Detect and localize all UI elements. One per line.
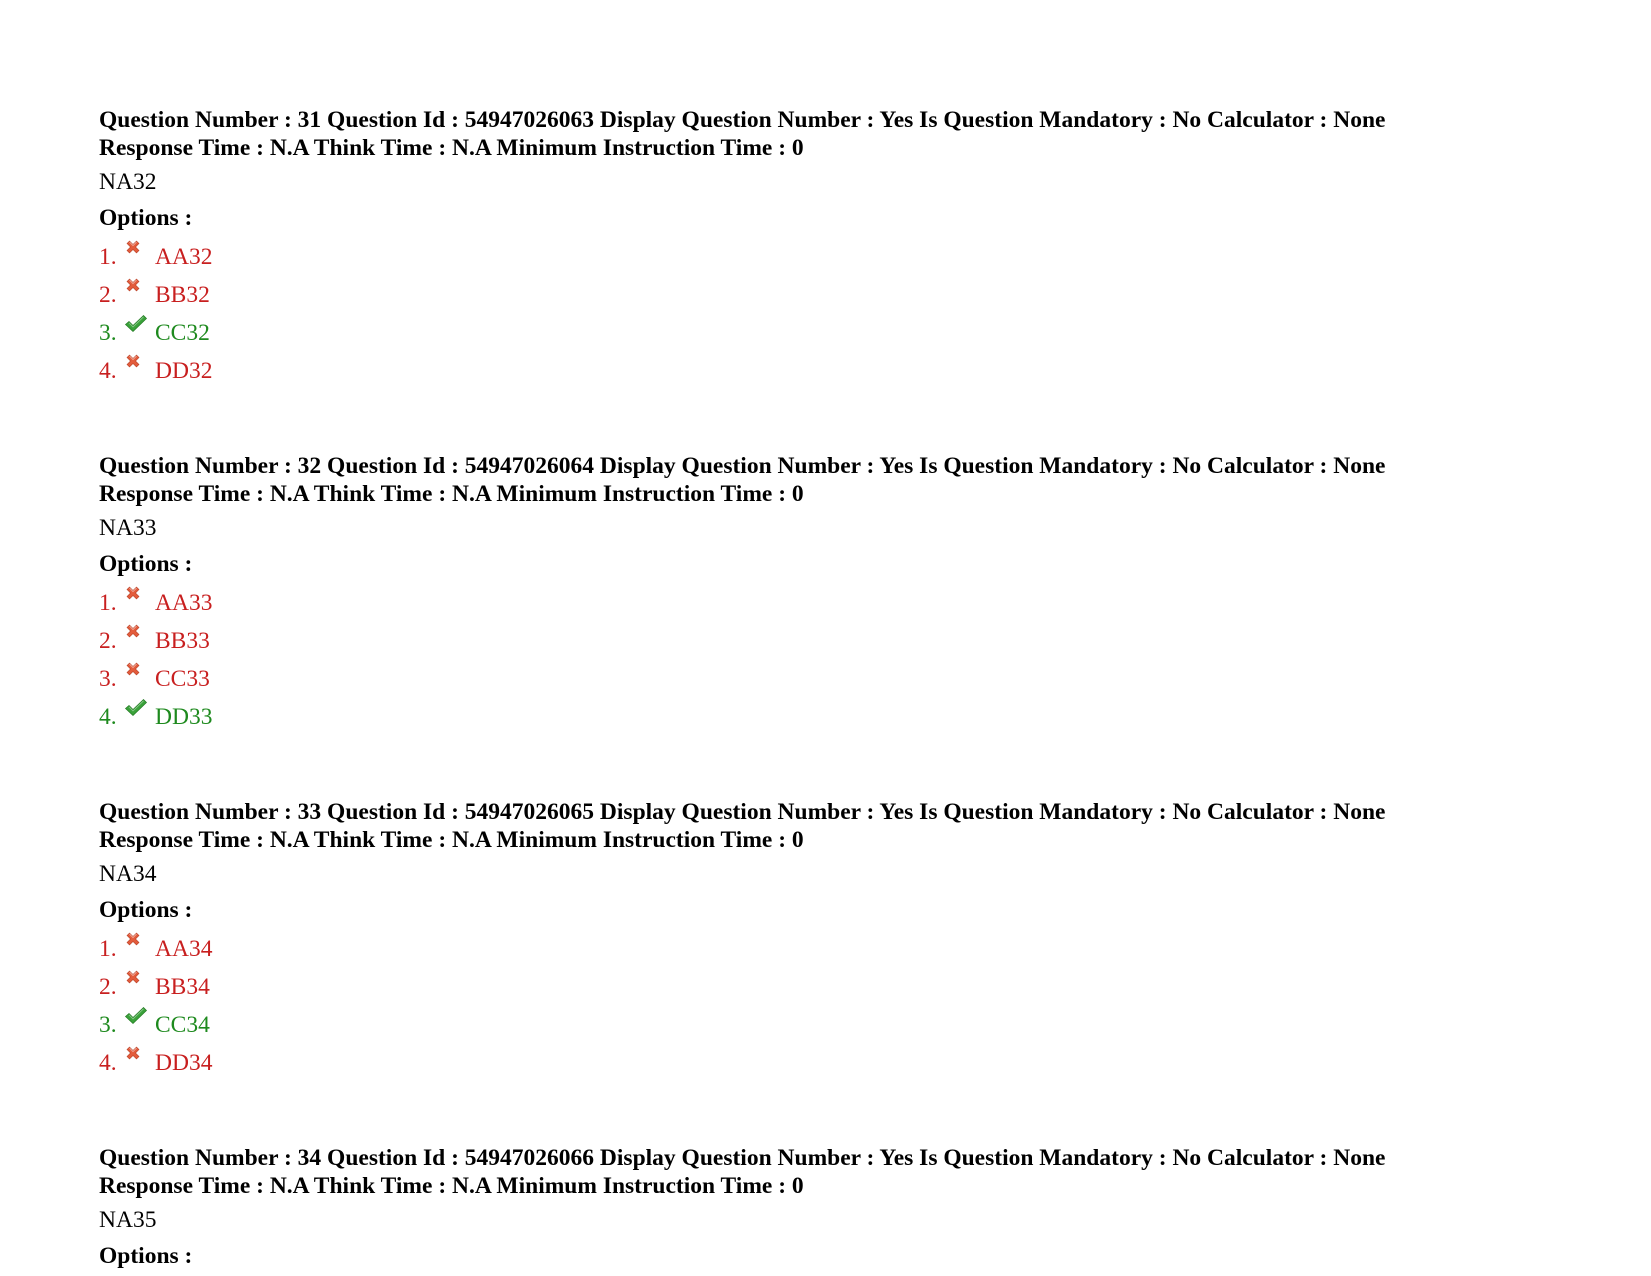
options-label: Options : <box>99 205 193 231</box>
cross-icon <box>124 1044 155 1070</box>
option-item-1 <box>99 930 1599 968</box>
option-item-4 <box>99 698 1599 736</box>
question-separator <box>99 390 1599 452</box>
question-separator <box>99 1082 1599 1144</box>
option-text: DD34 <box>155 1049 213 1076</box>
check-icon <box>124 698 155 724</box>
option-number: 3. <box>99 319 117 346</box>
option-text: AA34 <box>155 935 213 962</box>
option-text: AA32 <box>155 243 213 270</box>
question-block <box>99 106 1599 390</box>
option-number: 2. <box>99 973 117 1000</box>
question-meta-line1: Question Number : 34 Question Id : 54947026066 Display Question Number : Yes Is Question Mandatory : No Calculator : None <box>99 1145 1386 1171</box>
question-meta-line1: Question Number : 33 Question Id : 54947026065 Display Question Number : Yes Is Question Mandatory : No Calculator : None <box>99 799 1386 825</box>
question-header <box>99 1144 1599 1200</box>
question-text: NA32 <box>99 169 157 195</box>
option-number: 3. <box>99 1011 117 1038</box>
cross-icon <box>124 660 155 686</box>
option-text: BB32 <box>155 281 210 308</box>
options-list <box>99 930 1599 1082</box>
question-text: NA35 <box>99 1207 157 1233</box>
option-number: 1. <box>99 243 117 270</box>
option-number: 4. <box>99 1049 117 1076</box>
question-header <box>99 452 1599 508</box>
question-meta-line1: Question Number : 32 Question Id : 54947026064 Display Question Number : Yes Is Question Mandatory : No Calculator : None <box>99 453 1386 479</box>
option-item-1 <box>99 584 1599 622</box>
option-text: BB34 <box>155 973 210 1000</box>
option-item-3 <box>99 314 1599 352</box>
option-text: CC34 <box>155 1011 210 1038</box>
question-text: NA33 <box>99 515 157 541</box>
cross-icon <box>124 276 155 302</box>
question-block <box>99 798 1599 1082</box>
cross-icon <box>124 238 155 264</box>
option-text: CC32 <box>155 319 210 346</box>
question-text: NA34 <box>99 861 157 887</box>
option-text: DD33 <box>155 703 213 730</box>
question-meta-line2: Response Time : N.A Think Time : N.A Minimum Instruction Time : 0 <box>99 135 804 161</box>
question-block <box>99 452 1599 736</box>
question-block <box>99 1144 1599 1270</box>
options-label: Options : <box>99 551 193 577</box>
question-paper <box>99 106 1599 1276</box>
question-meta-line2: Response Time : N.A Think Time : N.A Minimum Instruction Time : 0 <box>99 1173 804 1199</box>
option-number: 3. <box>99 665 117 692</box>
option-text: AA33 <box>155 589 213 616</box>
question-meta-line2: Response Time : N.A Think Time : N.A Minimum Instruction Time : 0 <box>99 827 804 853</box>
option-number: 1. <box>99 935 117 962</box>
options-list <box>99 238 1599 390</box>
question-meta-line2: Response Time : N.A Think Time : N.A Minimum Instruction Time : 0 <box>99 481 804 507</box>
cross-icon <box>124 584 155 610</box>
option-number: 4. <box>99 703 117 730</box>
options-label: Options : <box>99 1243 193 1269</box>
option-number: 1. <box>99 589 117 616</box>
options-list <box>99 584 1599 736</box>
option-number: 4. <box>99 357 117 384</box>
check-icon <box>124 314 155 340</box>
option-item-4 <box>99 352 1599 390</box>
option-item-3 <box>99 1006 1599 1044</box>
cross-icon <box>124 622 155 648</box>
option-item-2 <box>99 276 1599 314</box>
question-header <box>99 798 1599 854</box>
options-label: Options : <box>99 897 193 923</box>
option-item-2 <box>99 622 1599 660</box>
option-item-3 <box>99 660 1599 698</box>
option-number: 2. <box>99 281 117 308</box>
cross-icon <box>124 968 155 994</box>
option-text: BB33 <box>155 627 210 654</box>
question-header <box>99 106 1599 162</box>
cross-icon <box>124 352 155 378</box>
cross-icon <box>124 930 155 956</box>
option-text: DD32 <box>155 357 213 384</box>
question-meta-line1: Question Number : 31 Question Id : 54947026063 Display Question Number : Yes Is Question Mandatory : No Calculator : None <box>99 107 1386 133</box>
check-icon <box>124 1006 155 1032</box>
option-text: CC33 <box>155 665 210 692</box>
option-item-4 <box>99 1044 1599 1082</box>
option-item-1 <box>99 238 1599 276</box>
option-number: 2. <box>99 627 117 654</box>
question-separator <box>99 736 1599 798</box>
option-item-2 <box>99 968 1599 1006</box>
